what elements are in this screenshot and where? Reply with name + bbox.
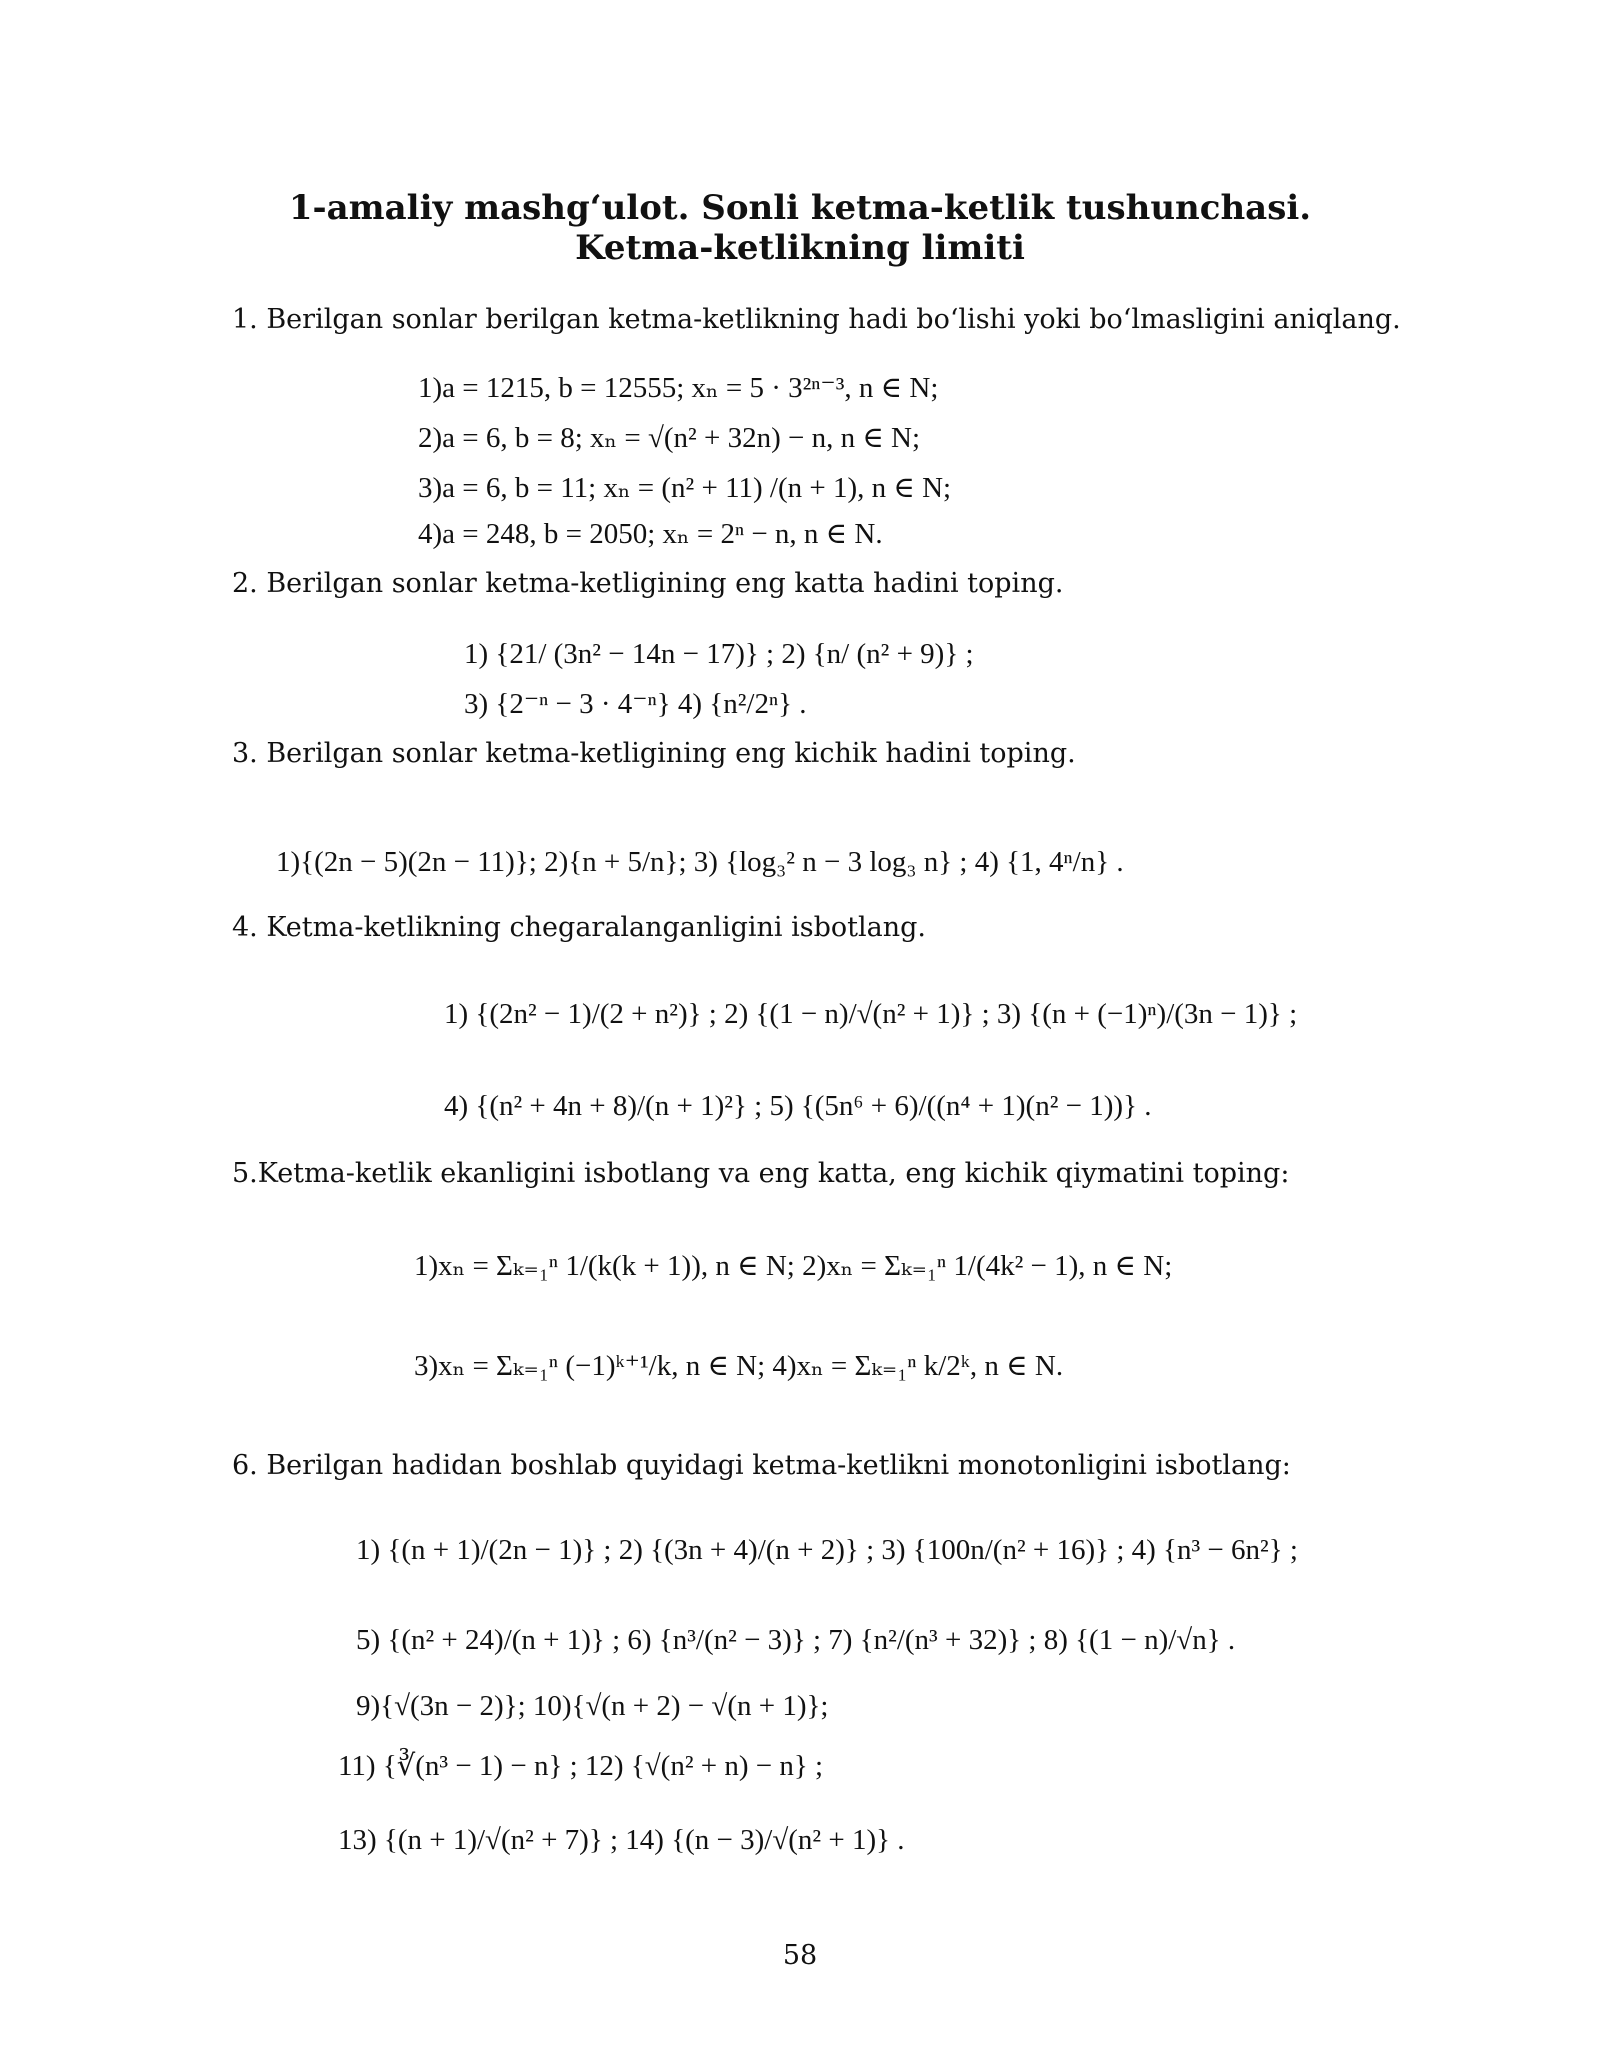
problem-5-item-2: 3)xₙ = Σₖ₌₁ⁿ (−1)ᵏ⁺¹/k, n ∈ N; 4)xₙ = Σₖ₌₁ⁿ k/2ᵏ, n ∈ N. [414,1350,1064,1382]
problem-6-item-1: 1) {(n + 1)/(2n − 1)} ; 2) {(3n + 4)/(n + 2)} ; 3) {100n/(n² + 16)} ; 4) {n³ − 6n²} ; [356,1534,1298,1566]
problem-6-item-3: 9){√(3n − 2)}; 10){√(n + 2) − √(n + 1)}; [356,1690,829,1722]
problem-6-item-5: 13) {(n + 1)/√(n² + 7)} ; 14) {(n − 3)/√(n² + 1)} . [338,1824,905,1856]
problem-3-statement: 3. Berilgan sonlar ketma-ketligining eng kichik hadini toping. [232,738,1076,769]
problem-2-item-2: 3) {2⁻ⁿ − 3 · 4⁻ⁿ} 4) {n²/2ⁿ} . [464,688,807,720]
problem-1-item-4: 4)a = 248, b = 2050; xₙ = 2ⁿ − n, n ∈ N. [418,518,883,550]
problem-2-item-1: 1) {21/ (3n² − 14n − 17)} ; 2) {n/ (n² + 9)} ; [464,638,974,670]
problem-6-item-4: 11) {∛(n³ − 1) − n} ; 12) {√(n² + n) − n} ; [338,1750,824,1782]
problem-1-item-3: 3)a = 6, b = 11; xₙ = (n² + 11) /(n + 1), n ∈ N; [418,472,952,504]
problem-6-item-2: 5) {(n² + 24)/(n + 1)} ; 6) {n³/(n² − 3)} ; 7) {n²/(n³ + 32)} ; 8) {(1 − n)/√n} . [356,1624,1236,1656]
problem-3-item-1: 1){(2n − 5)(2n − 11)}; 2){n + 5/n}; 3) {log₃² n − 3 log₃ n} ; 4) {1, 4ⁿ/n} . [276,846,1124,878]
page-number: 58 [782,1940,818,1971]
page-title-line2: Ketma-ketlikning limiti [575,228,1025,268]
problem-2-statement: 2. Berilgan sonlar ketma-ketligining eng katta hadini toping. [232,568,1064,599]
problem-1-statement: 1. Berilgan sonlar berilgan ketma-ketlikning hadi bo‘lishi yoki bo‘lmasligini aniqlang. [232,304,1401,335]
problem-4-item-2: 4) {(n² + 4n + 8)/(n + 1)²} ; 5) {(5n⁶ + 6)/((n⁴ + 1)(n² − 1))} . [444,1090,1152,1122]
problem-4-statement: 4. Ketma-ketlikning chegaralanganligini isbotlang. [232,912,926,943]
problem-1-item-1: 1)a = 1215, b = 12555; xₙ = 5 · 3²ⁿ⁻³, n ∈ N; [418,372,939,404]
page-title-line1: 1-amaliy mashg‘ulot. Sonli ketma-ketlik tushunchasi. [288,188,1312,228]
problem-4-item-1: 1) {(2n² − 1)/(2 + n²)} ; 2) {(1 − n)/√(n² + 1)} ; 3) {(n + (−1)ⁿ)/(3n − 1)} ; [444,998,1298,1030]
problem-1-item-2: 2)a = 6, b = 8; xₙ = √(n² + 32n) − n, n ∈ N; [418,422,921,454]
problem-6-statement: 6. Berilgan hadidan boshlab quyidagi ketma-ketlikni monotonligini isbotlang: [232,1450,1291,1481]
problem-5-item-1: 1)xₙ = Σₖ₌₁ⁿ 1/(k(k + 1)), n ∈ N; 2)xₙ = Σₖ₌₁ⁿ 1/(4k² − 1), n ∈ N; [414,1250,1173,1282]
problem-5-statement: 5.Ketma-ketlik ekanligini isbotlang va eng katta, eng kichik qiymatini toping: [232,1158,1290,1189]
